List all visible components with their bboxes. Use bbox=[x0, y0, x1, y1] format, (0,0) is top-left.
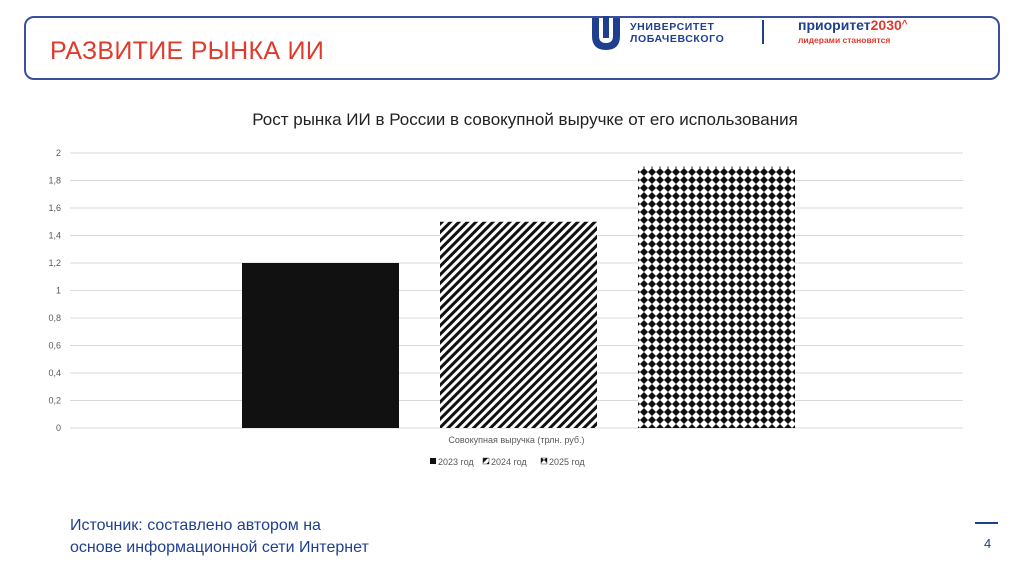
caret-up-icon: ^ bbox=[901, 19, 908, 30]
y-tick-label: 1,2 bbox=[48, 258, 61, 268]
x-category-label: Совокупная выручка (трлн. руб.) bbox=[448, 435, 585, 445]
y-axis-ticks bbox=[48, 148, 61, 433]
source-line-1: Источник: составлено автором на bbox=[70, 517, 321, 534]
page-number: 4 bbox=[984, 536, 992, 551]
university-name-line2: ЛОБАЧЕВСКОГО bbox=[630, 33, 725, 45]
page-number-rule bbox=[975, 522, 998, 524]
legend-swatch bbox=[430, 458, 436, 464]
university-name-line1: УНИВЕРСИТЕТ bbox=[630, 21, 715, 33]
bar-3 bbox=[638, 167, 795, 428]
y-tick-label: 0 bbox=[55, 423, 61, 433]
y-tick-label: 1,6 bbox=[48, 203, 61, 213]
y-tick-label: 2 bbox=[55, 148, 61, 158]
legend-swatch bbox=[483, 458, 489, 464]
x-axis-labels bbox=[448, 435, 584, 445]
priority-logo-year: 2030 bbox=[870, 17, 902, 33]
priority-logo-word: приоритет bbox=[798, 17, 871, 33]
legend-label: 2024 год bbox=[491, 457, 527, 467]
source-line-2: основе информационной сети Интернет bbox=[70, 539, 369, 556]
y-tick-label: 0,2 bbox=[48, 395, 61, 406]
legend-label: 2023 год bbox=[438, 457, 474, 467]
chart-title: Рост рынка ИИ в России в совокупной выручке от его использования bbox=[252, 110, 798, 129]
bar-2 bbox=[440, 222, 597, 428]
y-tick-label: 0,4 bbox=[48, 368, 61, 378]
legend-label: 2025 год bbox=[549, 457, 585, 467]
page-title: РАЗВИТИЕ РЫНКА ИИ bbox=[50, 37, 325, 65]
y-tick-label: 1 bbox=[55, 285, 61, 296]
y-tick-label: 1,8 bbox=[48, 175, 61, 186]
legend-swatch bbox=[541, 458, 547, 464]
bars bbox=[242, 167, 795, 428]
y-tick-label: 0,8 bbox=[48, 313, 61, 323]
bar-1 bbox=[242, 263, 399, 428]
source-note bbox=[70, 515, 369, 559]
y-tick-label: 0,6 bbox=[48, 340, 61, 351]
y-tick-label: 1,4 bbox=[48, 230, 61, 241]
priority-logo-slogan: лидерами становятся bbox=[798, 35, 891, 45]
legend bbox=[430, 457, 585, 467]
